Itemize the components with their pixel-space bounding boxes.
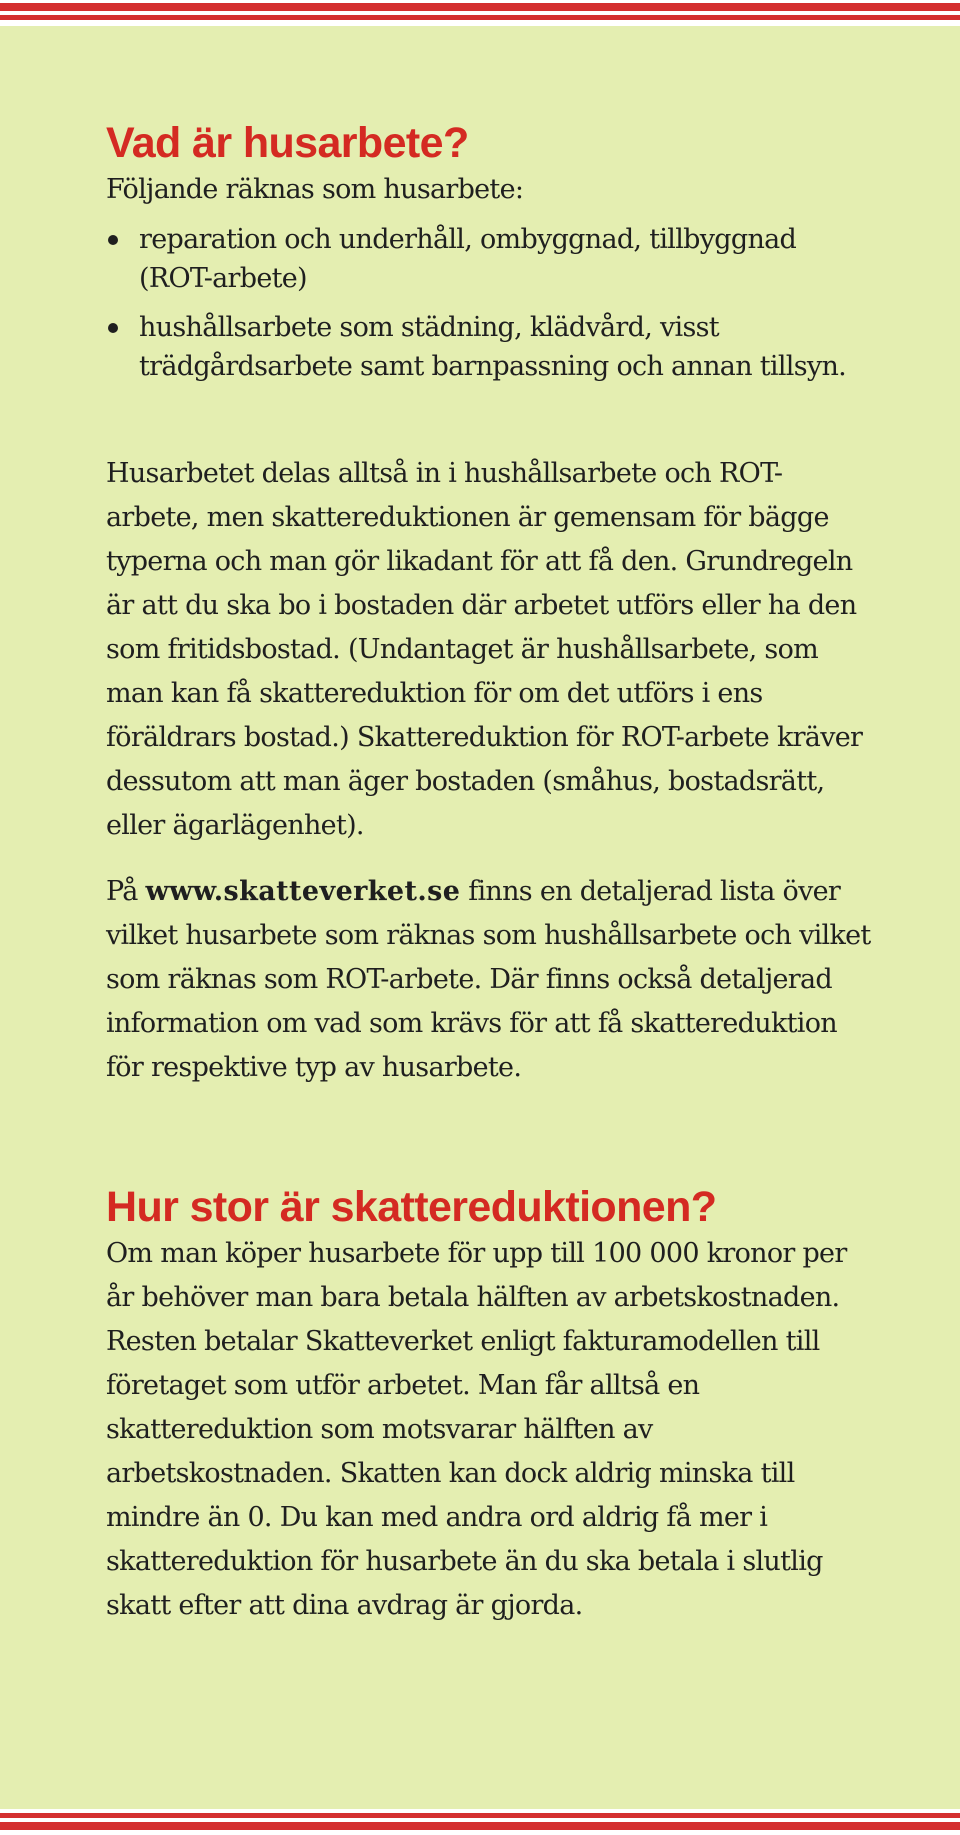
paragraph-skattereduktion: Om man köper husarbete för upp till 100 000 kronor per år behöver man bara betala hälften av arbetskostnaden. Resten betalar Skatteverket enligt fakturamodellen till företaget som utför arbetet. Man får alltså en skattereduktion som motsvarar hälften av arbetskostnaden. Skatten kan dock aldrig minska till mindre än 0. Du kan med andra ord aldrig få mer i skattereduktion för husarbete än du ska betala i slutlig skatt efter att dina avdrag är gjorda. [106, 1238, 847, 1621]
paragraph-skatteverket-info: På www.skatteverket.se finns en detaljerad lista över vilket husarbete som räknas som hushållsarbete och vilket som räknas som ROT-arbete. Där finns också detaljerad information om vad som krävs för att få skattereduktion för respektive typ av husarbete. [106, 876, 871, 1083]
skatteverket-link[interactable]: www.skatteverket.se [145, 876, 461, 907]
section-heading-husarbete: Vad är husarbete? [106, 119, 469, 167]
bottom-border-stripe [0, 1809, 960, 1835]
intro-text: Följande räknas som husarbete: [106, 174, 524, 205]
list-item: reparation och underhåll, ombyggnad, tillbyggnad (ROT-arbete) [106, 220, 874, 298]
top-border-stripe [0, 0, 960, 26]
document-body [106, 118, 874, 1628]
section-heading-skattereduktion: Hur stor är skattereduktionen? [106, 1183, 717, 1231]
list-item: hushållsarbete som städning, klädvård, visst trädgårdsarbete samt barnpassning och annan tillsyn. [106, 308, 874, 386]
paragraph-husarbete-details: Husarbetet delas alltså in i hushållsarbete och ROT-arbete, men skattereduktionen är gemensam för bägge typerna och man gör likadant för att få den. Grundregeln är att du ska bo i bostaden där arbetet utförs eller ha den som fritidsbostad. (Undantaget är hushållsarbete, som man kan få skattereduktion för om det utförs i ens föräldrars bostad.) Skattereduktion för ROT-arbete kräver dessutom att man äger bostaden (småhus, bostadsrätt, eller ägarlägenhet). [106, 458, 863, 841]
husarbete-list [106, 220, 874, 386]
